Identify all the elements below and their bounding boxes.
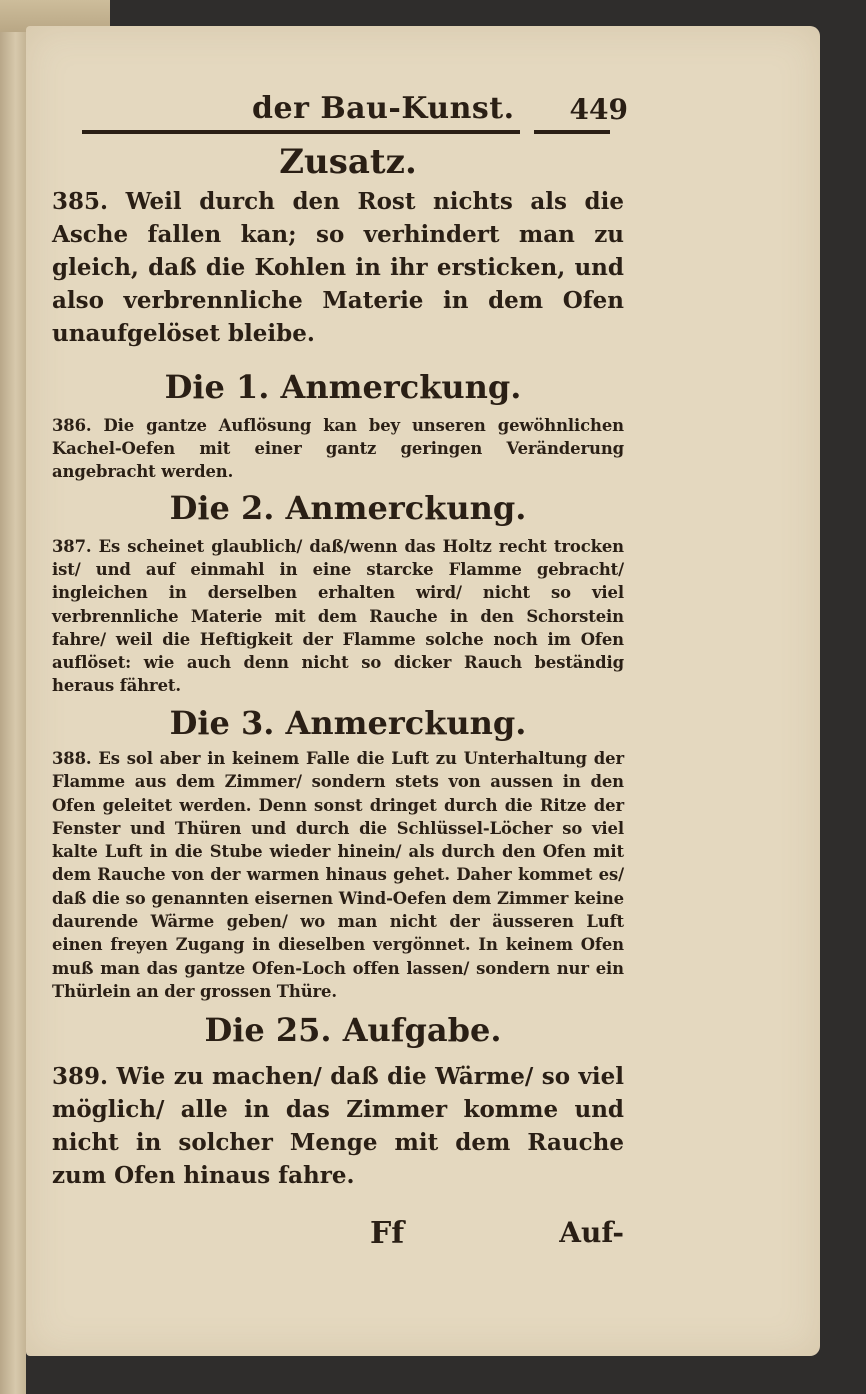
header-rule-long [82, 130, 520, 134]
page-footer [52, 1216, 624, 1256]
paragraph-385: 385. Weil durch den Rost nichts als die Asche fallen kan; so verhindert man zu gleich, daß die Kohlen in ihr ersticken, und also verbrennliche Materie in dem Ofen unaufgelöset bleibe. [52, 188, 624, 348]
paragraph-386: 386. Die gantze Auflösung kan bey unseren gewöhnlichen Kachel-Oefen mit einer gantz geringen Veränderung angebracht werden. [52, 415, 624, 482]
heading-anmerckung-1: Die 1. Anmerckung. [164, 368, 522, 407]
paragraph-389: 389. Wie zu machen/ daß die Wärme/ so viel möglich/ alle in das Zimmer komme und nicht in solcher Menge mit dem Rauche zum Ofen hinaus fahre. [52, 1063, 624, 1190]
running-head [52, 86, 628, 126]
heading-zusatz: Zusatz. [279, 142, 417, 182]
book-page [26, 26, 820, 1356]
signature-mark: Ff [370, 1216, 405, 1251]
header-rule-short [534, 130, 610, 134]
paragraph-388: 388. Es sol aber in keinem Falle die Luft zu Unterhaltung der Flamme aus dem Zimmer/ sondern stets von aussen in den Ofen geleitet werden. Denn sonst dringet durch die Ritze der Fenster und Thüren und durch die Schlüssel-Löcher so viel kalte Luft in die Stube wieder hinein/ als durch den Ofen mit dem Rauche von der warmen hinaus gehet. Daher kommet es/ daß die so genannten eisernen Wind-Oefen dem Zimmer keine daurende Wärme geben/ wo man nicht der äusseren Luft einen freyen Zugang in dieselben vergönnet. In keinem Ofen muß man das gantze Ofen-Loch offen lassen/ sondern nur ein Thürlein an der grossen Thüre. [52, 748, 624, 1001]
heading-anmerckung-3: Die 3. Anmerckung. [169, 703, 527, 742]
page-content [52, 86, 628, 1251]
catchword: Auf- [559, 1216, 624, 1249]
previous-page-edge [0, 0, 26, 1394]
header-rule [82, 130, 624, 134]
heading-aufgabe-25: Die 25. Aufgabe. [204, 1011, 502, 1050]
heading-anmerckung-2: Die 2. Anmerckung. [169, 489, 527, 528]
paragraph-387: 387. Es scheinet glaublich/ daß/wenn das Holtz recht trocken ist/ und auf einmahl in eine starcke Flamme gebracht/ ingleichen in derselben erhalten wird/ nicht so viel verbrennliche Materie mit dem Rauche in den Schorstein fahre/ weil die Heftigkeit der Flamme solche noch im Ofen auflöset: wie auch denn nicht so dicker Rauch beständig heraus fähret. [52, 536, 624, 696]
page-number: 449 [569, 93, 628, 126]
running-title: der Bau-Kunst. [252, 91, 515, 126]
